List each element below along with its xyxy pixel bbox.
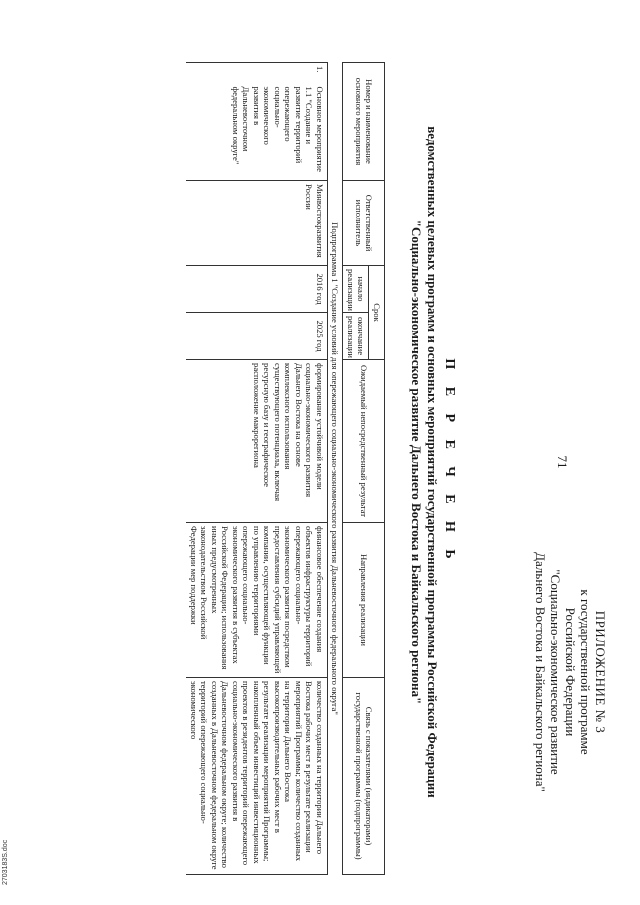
header-term: Срок <box>369 266 385 360</box>
header-number-name: Номер и наименование основного мероприятия <box>343 63 385 181</box>
measures-table <box>187 62 386 875</box>
appendix-line: к государственной программе <box>578 589 593 755</box>
landscape-content <box>10 22 610 902</box>
row-number: 1. <box>187 63 328 84</box>
appendix-block <box>533 452 608 892</box>
title-line-2: "Социально-экономическое развитие Дальнего Востока и Байкальского региона" <box>409 219 424 705</box>
header-executor: Ответственный исполнитель <box>343 181 385 266</box>
header-end: окончание реализации <box>343 313 369 360</box>
appendix-line: "Социально-экономическое развитие <box>548 569 563 775</box>
appendix-line: Российской Федерации <box>563 607 578 737</box>
header-indicators: Связь с показателями (индикаторами) государственной программы (подпрограммы) <box>343 678 385 875</box>
table-row <box>187 63 328 875</box>
document-title <box>408 22 458 902</box>
row-end: 2025 год <box>187 313 328 360</box>
row-executor: Минвостокразвития России <box>187 181 328 266</box>
subprogram-title: Подпрограмма 1 "Создание условий для опережающего социально-экономического развития Дальневосточного федерального округа" <box>328 63 344 875</box>
title-line-1: ведомственных целевых программ и основных мероприятий государственной программы Российской Федерации <box>425 126 440 798</box>
row-directions: финансовое обеспечение создания объектов инфраструктуры территорий опережающего социально-экономического развития посредством предоставления субсидий управляющей компании, осуществляющей функции по управлению территориями опережающего социально-экономического развития в субъектах Российской Федерации; использования иных предусмотренных законодательством Российской Федерации мер поддержки <box>187 523 328 678</box>
title-main: П Е Р Е Ч Е Н Ь <box>442 358 457 566</box>
row-measure-name: Основное мероприятие 1.1 "Создание и развитие территорий опережающего социально-экономического развития в Дальневосточном федеральном округе" <box>187 84 328 181</box>
row-start: 2016 год <box>187 266 328 313</box>
header-directions: Направления реализации <box>343 523 385 678</box>
file-name-footer: 2703183S.doc <box>2 839 9 885</box>
appendix-heading: ПРИЛОЖЕНИЕ № 3 <box>593 610 608 734</box>
page-number: 71 <box>555 455 570 469</box>
appendix-line: Дальнего Востока и Байкальского региона" <box>533 552 548 792</box>
header-result: Ожидаемый непосредственный результат <box>343 360 385 523</box>
row-result: формирование устойчивой модели социально-экономического развития Дальнего Востока на основе комплексного использования существующего потенциала, включая ресурсную базу и географическое расположение макрорегиона <box>187 360 328 523</box>
row-indicators: количество созданных на территории Дальнего Востока рабочих мест в результате реализации мероприятий Программы; количество созданных на территории Дальнего Востока высокопроизводительных рабочих мест в результате реализации мероприятий Программы; накопленный объем инвестиций инвестиционных проектов в резидентов территорий опережающего социально-экономического развития в Дальневосточном федеральном округе; количество созданных в Дальневосточном федеральном округе территорий опережающего социально-экономического <box>187 678 328 875</box>
header-start: начало реализации <box>343 266 369 313</box>
